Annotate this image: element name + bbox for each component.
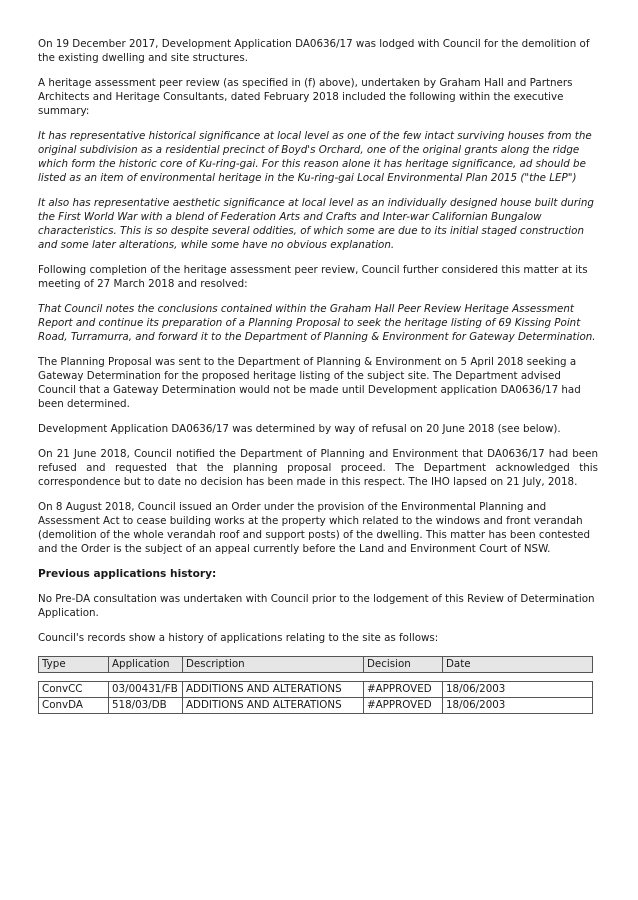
cell-application: 518/03/DB <box>109 698 183 714</box>
cell-application: 03/00431/FB <box>109 682 183 698</box>
header-type: Type <box>39 657 109 673</box>
quote-historical-significance: It has representative historical significance at local level as one of the few intact surviving houses from the original subdivision as a residential precinct of Boyd's Orchard, one of the original grants along the ridge which form the historic core of Ku-ring-gai. For this reason alone it has heritage significance, ad should be listed as an item of environmental heritage in the Ku-ring-gai Local Environmental Plan 2015 ("the LEP") <box>38 130 592 184</box>
paragraph-pre-da: No Pre-DA consultation was undertaken with Council prior to the lodgement of this Review of Determination Application. <box>38 593 595 619</box>
section-heading-history: Previous applications history: <box>38 568 217 580</box>
applications-table <box>38 656 593 714</box>
cell-date: 18/06/2003 <box>443 698 593 714</box>
cell-type: ConvCC <box>39 682 109 698</box>
quote-council-resolution: That Council notes the conclusions contained within the Graham Hall Peer Review Heritage Assessment Report and continue its preparation of a Planning Proposal to seek the heritage listing of 69 Kissing Point Road, Turramurra, and forward it to the Department of Planning & Environment for Gateway Determination. <box>38 303 596 343</box>
table-spacer <box>39 673 593 682</box>
paragraph-peer-review: A heritage assessment peer review (as specified in (f) above), undertaken by Graham Hall and Partners Architects and Heritage Consultants, dated February 2018 included the following within the executive summary: <box>38 77 573 117</box>
header-decision: Decision <box>364 657 443 673</box>
paragraph-refusal: Development Application DA0636/17 was determined by way of refusal on 20 June 2018 (see below). <box>38 423 561 435</box>
header-description: Description <box>183 657 364 673</box>
table-row <box>39 698 593 714</box>
document-page <box>38 37 598 714</box>
paragraph-council-meeting: Following completion of the heritage assessment peer review, Council further considered this matter at its meeting of 27 March 2018 and resolved: <box>38 264 588 290</box>
cell-description: ADDITIONS AND ALTERATIONS <box>183 682 364 698</box>
paragraph-order: On 8 August 2018, Council issued an Order under the provision of the Environmental Planning and Assessment Act to cease building works at the property which related to the windows and front verandah (demolition of the whole verandah roof and support posts) of the dwelling. This matter has been contested and the Order is the subject of an appeal currently before the Land and Environment Court of NSW. <box>38 501 591 555</box>
paragraph-lodgement: On 19 December 2017, Development Application DA0636/17 was lodged with Council for the demolition of the existing dwelling and site structures. <box>38 38 590 64</box>
quote-aesthetic-significance: It also has representative aesthetic significance at local level as an individually designed house built during the First World War with a blend of Federation Arts and Crafts and Inter-war Californian Bungalow characteristics. This is so despite several oddities, of which some are due to its initial staged construction and some later alterations, while some have no obvious explanation. <box>38 197 594 251</box>
header-application: Application <box>109 657 183 673</box>
cell-decision: #APPROVED <box>364 698 443 714</box>
cell-date: 18/06/2003 <box>443 682 593 698</box>
header-date: Date <box>443 657 593 673</box>
table-row <box>39 682 593 698</box>
paragraph-records: Council's records show a history of applications relating to the site as follows: <box>38 632 439 644</box>
table-header-row <box>39 657 593 673</box>
paragraph-planning-proposal: The Planning Proposal was sent to the Department of Planning & Environment on 5 April 2018 seeking a Gateway Determination for the proposed heritage listing of the subject site. The Department advised Council that a Gateway Determination would not be made until Development application DA0636/17 had been determined. <box>38 356 581 410</box>
paragraph-notification: On 21 June 2018, Council notified the Department of Planning and Environment that DA0636/17 had been refused and requested that the planning proposal proceed. The Department acknowledged this correspondence but to date no decision has been made in this respect. The IHO lapsed on 21 July, 2018. <box>38 448 598 488</box>
cell-type: ConvDA <box>39 698 109 714</box>
cell-decision: #APPROVED <box>364 682 443 698</box>
cell-description: ADDITIONS AND ALTERATIONS <box>183 698 364 714</box>
